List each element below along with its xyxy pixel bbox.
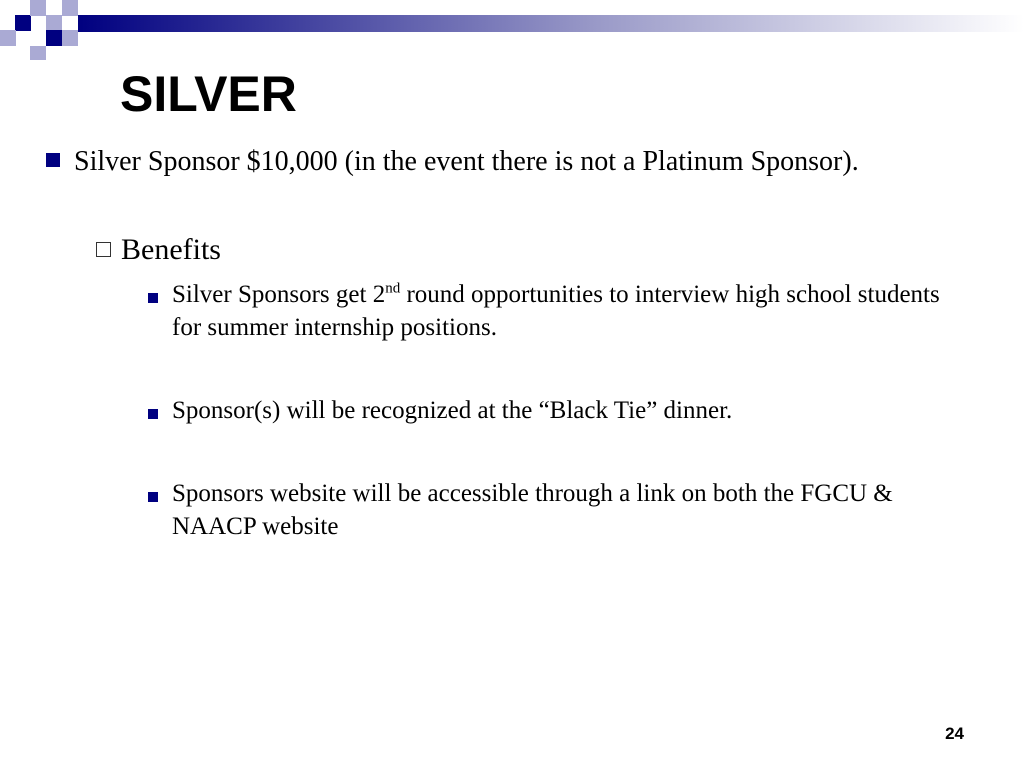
square-bullet-icon [46, 153, 60, 167]
main-bullet [42, 142, 922, 182]
slide-title: SILVER [120, 66, 297, 122]
main-bullet-text: Silver Sponsor $10,000 (in the event there is not a Platinum Sponsor). [74, 146, 859, 177]
small-square-bullet-icon [148, 293, 158, 303]
small-square-bullet-icon [148, 492, 158, 502]
hollow-square-bullet-icon [96, 242, 111, 257]
benefit-text: Silver Sponsors get 2 [172, 281, 386, 308]
benefit-item [148, 394, 948, 427]
header-decoration [0, 0, 1024, 60]
page-number: 24 [945, 724, 964, 743]
ordinal-superscript: nd [385, 280, 401, 297]
benefit-text: Sponsors website will be accessible through a link on both the FGCU & NAACP website [172, 480, 893, 540]
small-square-bullet-icon [148, 409, 158, 419]
benefits-heading [96, 230, 221, 270]
benefit-text: round opportunities to interview high school students for summer internship positions. [172, 281, 940, 341]
benefit-item [148, 278, 948, 344]
benefit-item [148, 477, 948, 543]
benefits-label: Benefits [121, 233, 221, 266]
benefit-text: Sponsor(s) will be recognized at the “Black Tie” dinner. [172, 397, 733, 424]
